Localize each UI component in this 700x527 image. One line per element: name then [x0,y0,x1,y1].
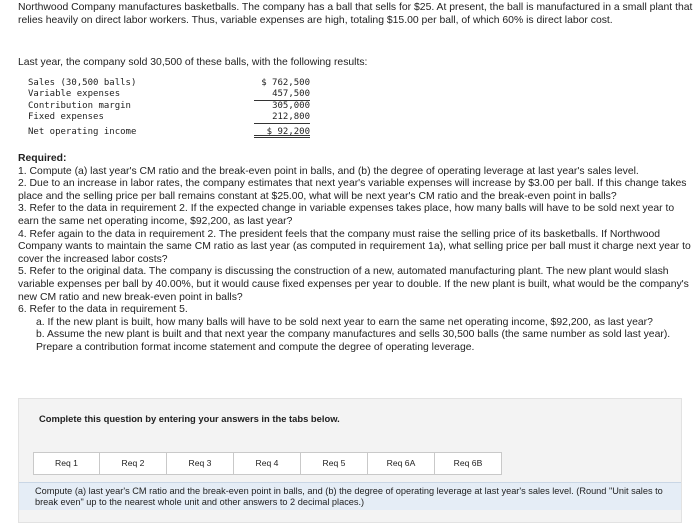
tab-req-4[interactable]: Req 4 [234,452,301,475]
requirement-6a: a. If the new plant is built, how many balls will have to be sold next year to earn the same net operating income, $92,200, as last year? [36,316,653,328]
required-heading: Required: [18,153,67,164]
tab-req-5[interactable]: Req 5 [301,452,368,475]
income-statement [28,78,310,138]
income-label: Net operating income [28,126,137,137]
tab-req-6b[interactable]: Req 6B [435,452,502,475]
income-row-sales [28,78,310,89]
answer-panel [18,398,682,523]
income-row-net [28,127,310,138]
income-label: Variable expenses [28,89,121,100]
income-amount: $ 92,200 [254,127,310,138]
requirement-6: 6. Refer to the data in requirement 5. [18,304,188,316]
income-amount: $ 762,500 [261,78,310,88]
income-label: Contribution margin [28,100,131,111]
required-section [18,153,696,355]
income-row-fixed [28,112,310,123]
income-amount: 305,000 [272,100,310,111]
tab-instruction: Compute (a) last year's CM ratio and the break-even point in balls, and (b) the degree of operating leverage at last year's sales level. (Round "Unit sales to break even" up to the nearest whole unit and other answers to 2 decimal places.) [19,482,681,510]
tab-req-6a[interactable]: Req 6A [368,452,435,475]
complete-instruction: Complete this question by entering your answers in the tabs below. [39,413,340,424]
tab-req-1[interactable]: Req 1 [33,452,100,475]
requirement-1: 1. Compute (a) last year's CM ratio and the break-even point in balls, and (b) the degree of operating leverage at last year's sales level. [18,165,639,177]
income-row-variable [28,89,310,100]
requirement-5: 5. Refer to the original data. The company is discussing the construction of a new, automated manufacturing plant. The new plant would slash variable expenses per ball by 40.00%, but it would cause fixed expenses per year to double. If the new plant is built, what would be the company's new CM ratio and new break-even point in balls? [18,266,689,303]
problem-intro: Northwood Company manufactures basketballs. The company has a ball that sells for $25. At present, the ball is manufactured in a small plant that relies heavily on direct labor workers. Thus, variable expenses are high, totaling $15.00 per ball, of which 60% is direct labor cost. [18,2,693,26]
tab-req-3[interactable]: Req 3 [167,452,234,475]
income-label: Sales (30,500 balls) [28,78,137,88]
income-row-contribution [28,101,310,112]
requirement-3: 3. Refer to the data in requirement 2. If the expected change in variable expenses takes place, how many balls will have to be sold next year to earn the same net operating income, $92,200, as last year? [18,203,675,227]
income-amount: 212,800 [254,112,310,123]
requirement-4: 4. Refer again to the data in requirement 2. The president feels that the company must raise the selling price of its basketballs. If Northwood Company wants to maintain the same CM ratio as last year (as computed in requirement 1a), what selling price per ball must it charge next year to cover the increased labor costs? [18,228,691,265]
requirement-tabs [33,452,502,475]
tab-req-2[interactable]: Req 2 [100,452,167,475]
requirement-2: 2. Due to an increase in labor rates, the company estimates that next year's variable expenses will increase by $3.00 per ball. If this change takes place and the selling price per ball remains constant at $25.00, what will be next year's CM ratio and the break-even point in balls? [18,178,687,202]
income-label: Fixed expenses [28,112,104,123]
income-amount: 457,500 [254,89,310,100]
requirement-6b: b. Assume the new plant is built and that next year the company manufactures and sells 30,500 balls (the same number as sold last year). Prepare a contribution format income statement and compute the degree of operating leverage. [36,329,671,353]
last-year-text: Last year, the company sold 30,500 of these balls, with the following results: [18,57,368,68]
